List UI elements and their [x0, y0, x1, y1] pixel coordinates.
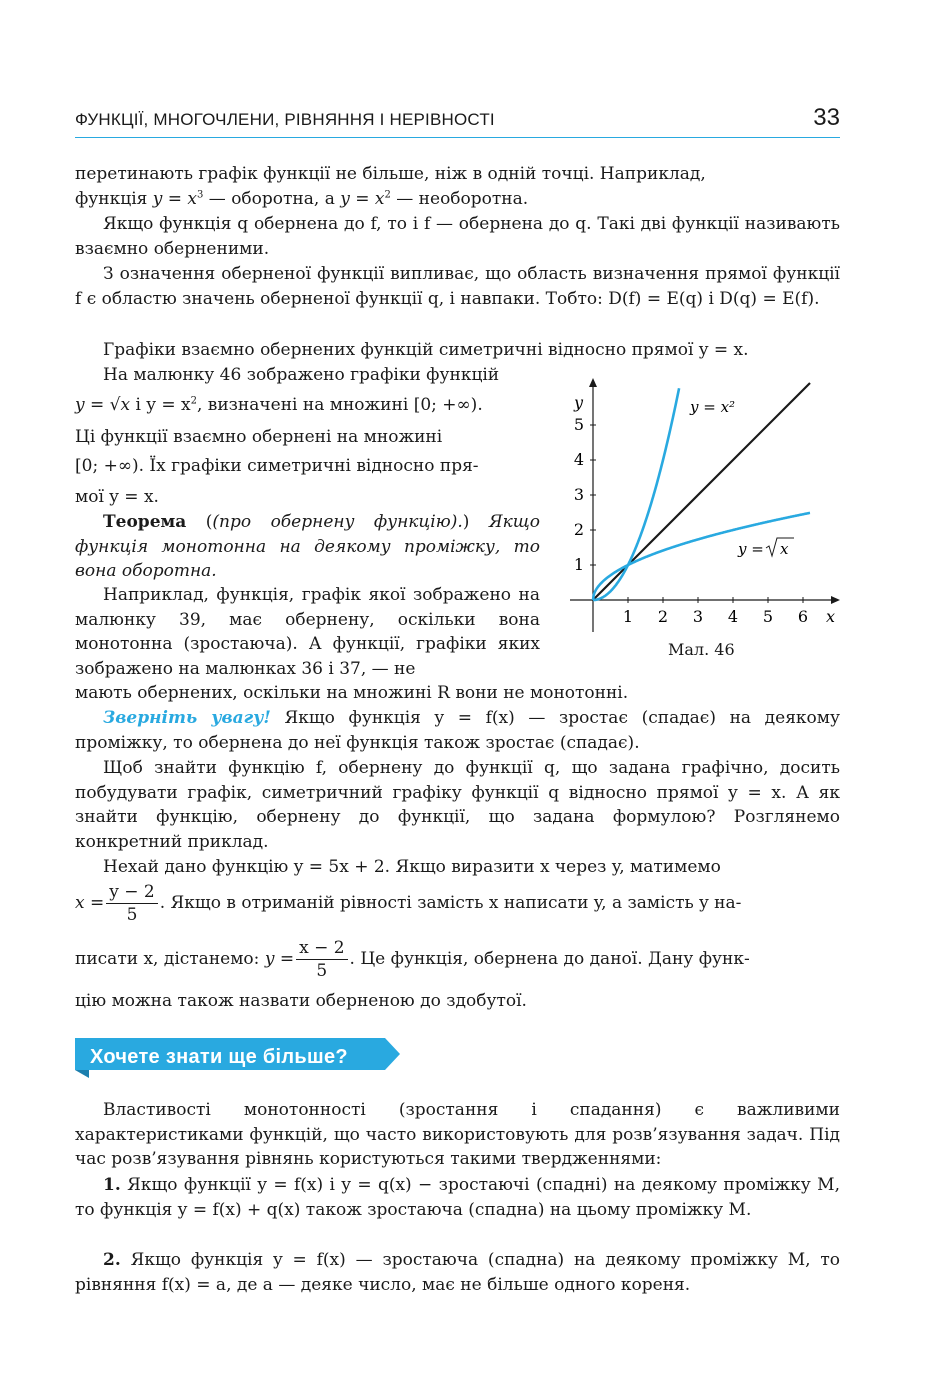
curve-sqrt [593, 513, 810, 600]
fraction-2: $\frac{x - 2}{5}$ [296, 937, 347, 982]
list-item-1: 1. Якщо функції y = f(x) і y = q(x) − зростаючі (спадні) на деякому проміжку M, то функція y = f(x) + q(x) також зростаюча (спадна) на цьому проміжку M. [75, 1175, 840, 1220]
fraction-1: $\frac{y - 2}{5}$ [106, 881, 157, 926]
section-banner-title: Хочете знати ще більше? [90, 1046, 348, 1068]
paragraph-5b: y = √x і $y = x^2$, визначені на множині [0; +∞). [75, 395, 483, 415]
paragraph-10: Властивості монотонності (зростання і спадання) є важливими характеристиками функцій, що часто використовують для розв’язування задач. Під час розв’язування рівнянь користуються такими твердженнями: [75, 1100, 840, 1169]
y-tick-label-4: 4 [573, 450, 584, 469]
x-tick-label-4: 4 [727, 607, 739, 626]
paragraph-5a: На малюнку 46 зображено графіки функцій [103, 365, 500, 385]
y-tick-label-5: 5 [573, 415, 584, 434]
y-axis-arrow [589, 378, 597, 387]
x-tick-label-3: 3 [692, 607, 704, 626]
figure-46 [560, 370, 850, 640]
paragraph-1: перетинають графік функції не більше, ніж в одній точці. Наприклад, функція $y = x^3$ — оборотна, а $y = x^2$ — необоротна. [75, 164, 706, 209]
paragraph-6: Наприклад, функція, графік якої зображено на малюнку 39, має обернену, оскільки вона монотонна (зростаюча). А функції, графіки яких зображено на малюнках 36 і 37, — не [75, 585, 540, 679]
running-header: ФУНКЦІЇ, МНОГОЧЛЕНИ, РІВНЯННЯ І НЕРІВНОСТІ [75, 110, 495, 129]
curve-parabola [593, 388, 679, 600]
x-axis-label: x [826, 607, 836, 626]
y-tick-label-1: 1 [573, 555, 584, 574]
attention-label: Зверніть увагу! [103, 708, 271, 728]
attention-paragraph: Зверніть увагу! Якщо функція y = f(x) — зростає (спадає) на деякому проміжку, то обернена до неї функція також зростає (спадає). [75, 708, 841, 753]
formula-line-2: писати x, дістанемо: y = $\frac{x - 2}{5}$ . Це функція, обернена до даної. Дану функ- [75, 938, 750, 981]
y-tick-label-3: 3 [573, 485, 584, 504]
y-tick-label-2: 2 [573, 520, 584, 539]
formula-line-1: x = $\frac{y - 2}{5}$ . Якщо в отриманій рівності замість x написати y, а замість y на- [75, 882, 742, 925]
paragraph-4: Графіки взаємно обернених функцій симетричні відносно прямої y = x. [103, 340, 749, 360]
x-tick-label-6: 6 [797, 607, 809, 626]
label-sqrt-arg: x [780, 540, 789, 558]
x-tick-label-5: 5 [762, 607, 774, 626]
x-axis-arrow [831, 596, 840, 604]
x-tick-label-2: 2 [657, 607, 669, 626]
paragraph-9: цію можна також назвати оберненою до здобутої. [75, 991, 527, 1011]
label-parabola: y = x² [690, 398, 736, 416]
paragraph-5d: [0; +∞). Їх графіки симетричні відносно пря- [75, 456, 479, 476]
list-item-2: 2. Якщо функція y = f(x) — зростаюча (спадна) на деякому проміжку M, то рівняння f(x) = a, де a — деяке число, має не більше одного кореня. [75, 1250, 841, 1295]
y-axis-label: y [574, 393, 584, 412]
paragraph-2: Якщо функція q обернена до f, то і f — обернена до q. Такі дві функції називають взаємно оберненими. [75, 214, 840, 259]
paragraph-7: Щоб знайти функцію f, обернену до функції q, що задана графічно, досить побудувати графік, симетричний графіку функції q відносно прямої y = x. А як знайти функцію, обернену до функції, що задана формулою? Розглянемо конкретний приклад. [75, 758, 840, 852]
paragraph-8: Нехай дано функцію y = 5x + 2. Якщо виразити x через y, матимемо [103, 857, 721, 877]
paragraph-5c: Ці функції взаємно обернені на множині [75, 427, 443, 447]
header-rule [75, 137, 840, 138]
figure-caption: Мал. 46 [668, 640, 735, 659]
page-number: 33 [813, 104, 840, 131]
label-sqrt: y = [738, 540, 764, 558]
paragraph-5e: мої y = x. [75, 487, 159, 507]
x-tick-label-1: 1 [622, 607, 634, 626]
theorem: Теорема ((про обернену функцію).) Якщо функція монотонна на деякому проміжку, то вона оборотна. [75, 512, 540, 581]
paragraph-3: З означення оберненої функції випливає, що область визначення прямої функції f є областю значень оберненої функції q, і навпаки. Тобто: D(f) = E(q) і D(q) = E(f). [75, 264, 840, 309]
paragraph-6b: мають обернених, оскільки на множині R вони не монотонні. [75, 683, 629, 703]
